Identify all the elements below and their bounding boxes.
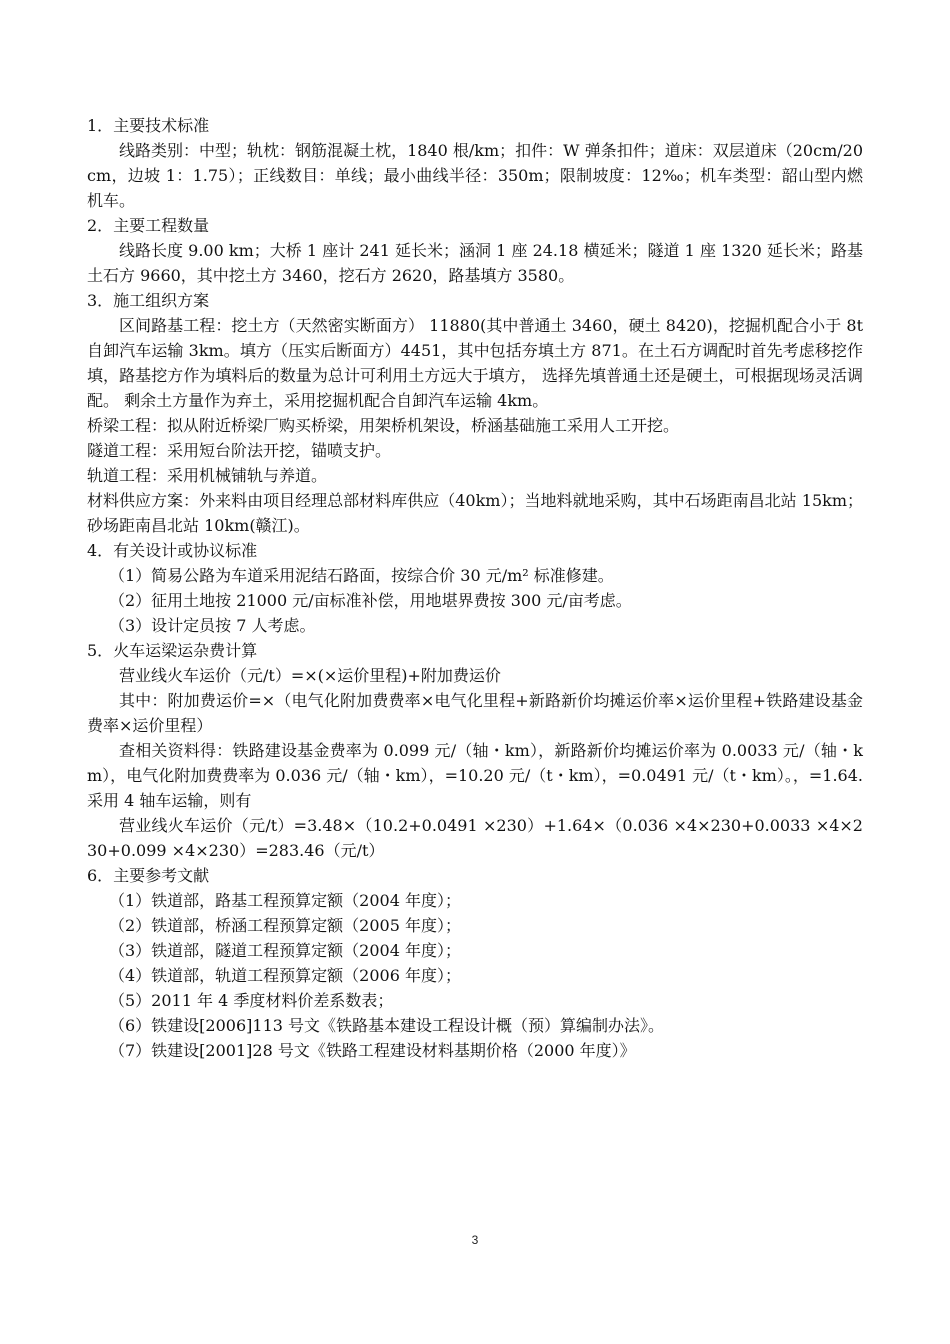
- page-number: 3: [471, 1233, 479, 1247]
- track-paragraph: 轨道工程：采用机械铺轨与养道。: [87, 466, 328, 485]
- section-heading-4: 4．有关设计或协议标准: [87, 541, 258, 560]
- list-item: （3）设计定员按 7 人考虑。: [109, 616, 316, 635]
- reference-item: （2）铁道部，桥涵工程预算定额（2005 年度）；: [109, 916, 461, 935]
- section-heading-5: 5．火车运梁运杂费计算: [87, 641, 258, 660]
- freight-formula: 营业线火车运价（元/t）=×(×运价里程)+附加费运价: [119, 666, 501, 685]
- tunnel-paragraph: 隧道工程：采用短台阶法开挖，锚喷支护。: [87, 441, 392, 460]
- reference-item: （1）铁道部，路基工程预算定额（2004 年度）；: [109, 891, 461, 910]
- rate-lookup-paragraph: 查相关资料得：铁路建设基金费率为 0.099 元/（轴・km），新路新价均摊运价率为 0.0033 元/（轴・km），电气化附加费费率为 0.036 元/（轴・km），=10.20 元/（t・km），=0.0491 元/（t・km）。，=1.64.采用 4 轴车运输，则有: [87, 741, 863, 810]
- reference-item: （6）铁建设[2006]113 号文《铁路基本建设工程设计概（预）算编制办法》。: [109, 1016, 665, 1035]
- subgrade-paragraph: 区间路基工程：挖土方（天然密实断面方） 11880(其中普通土 3460，硬土 8420)，挖掘机配合小于 8t 自卸汽车运输 3km。填方（压实后断面方）4451，其中包括夯填土方 871。在土石方调配时首先考虑移挖作填，路基挖方作为填料后的数量为总计可利用土方远大于填方， 选择先填普通土还是硬土，可根据现场灵活调配。 剩余土方量作为弃土，采用挖掘机配合自卸汽车运输 4km。: [87, 316, 863, 410]
- document-body: [87, 113, 863, 1063]
- section-heading-1: 1．主要技术标准: [87, 116, 210, 135]
- quantities-paragraph: 线路长度 9.00 km；大桥 1 座计 241 延长米；涵洞 1 座 24.18 横延米；隧道 1 座 1320 延长米；路基土石方 9660，其中挖土方 3460，挖石方 2620，路基填方 3580。: [87, 241, 863, 285]
- list-item: （1）简易公路为车道采用泥结石路面，按综合价 30 元/m² 标准修建。: [109, 566, 614, 585]
- reference-item: （7）铁建设[2001]28 号文《铁路工程建设材料基期价格（2000 年度）》: [109, 1041, 636, 1060]
- list-item: （2）征用土地按 21000 元/亩标准补偿，用地堪界费按 300 元/亩考虑。: [109, 591, 632, 610]
- section-heading-3: 3．施工组织方案: [87, 291, 210, 310]
- section-heading-2: 2．主要工程数量: [87, 216, 210, 235]
- reference-item: （4）铁道部，轨道工程预算定额（2006 年度）；: [109, 966, 461, 985]
- technical-standards-paragraph: 线路类别：中型；轨枕：钢筋混凝土枕，1840 根/km；扣件：W 弹条扣件；道床：双层道床（20cm/20cm，边坡 1：1.75）；正线数目：单线；最小曲线半径：350m；限制坡度：12‰；机车类型：韶山型内燃机车。: [87, 141, 863, 210]
- reference-item: （5）2011 年 4 季度材料价差系数表；: [109, 991, 394, 1010]
- material-supply-paragraph: 材料供应方案：外来料由项目经理总部材料库供应（40km）；当地料就地采购，其中石场距南昌北站 15km；砂场距南昌北站 10km(赣江)。: [87, 491, 863, 535]
- reference-item: （3）铁道部，隧道工程预算定额（2004 年度）；: [109, 941, 461, 960]
- section-heading-6: 6．主要参考文献: [87, 866, 210, 885]
- surcharge-formula: 其中：附加费运价=×（电气化附加费费率×电气化里程+新路新价均摊运价率×运价里程+铁路建设基金费率×运价里程）: [87, 691, 863, 735]
- freight-result: 营业线火车运价（元/t）=3.48×（10.2+0.0491 ×230）+1.64×（0.036 ×4×230+0.0033 ×4×230+0.099 ×4×230）=283.46（元/t）: [87, 816, 863, 860]
- bridge-paragraph: 桥梁工程：拟从附近桥梁厂购买桥梁，用架桥机架设，桥涵基础施工采用人工开挖。: [87, 416, 680, 435]
